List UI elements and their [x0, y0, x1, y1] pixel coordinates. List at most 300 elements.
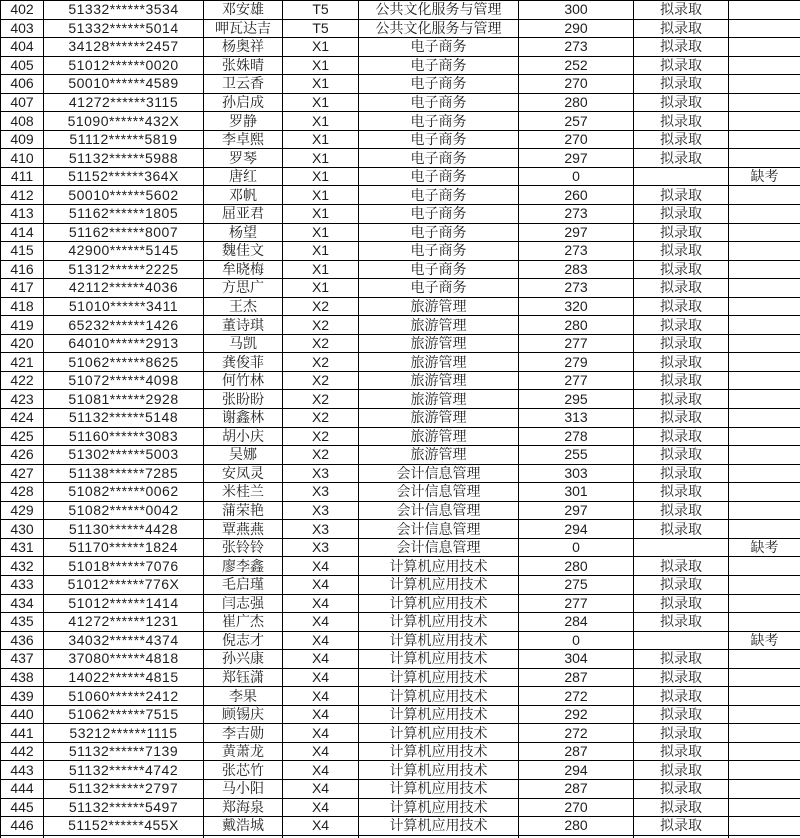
- cell-name: 邓安雄: [204, 1, 283, 20]
- cell-seq: 402: [1, 1, 44, 20]
- cell-status: [634, 538, 729, 557]
- cell-major: 计算机应用技术: [359, 668, 519, 687]
- cell-status: 拟录取: [634, 650, 729, 669]
- cell-status: 拟录取: [634, 149, 729, 168]
- cell-exam-code: T5: [283, 1, 359, 20]
- cell-seq: 446: [1, 817, 44, 836]
- cell-exam-code: X4: [283, 742, 359, 761]
- cell-name: 李卓熙: [204, 130, 283, 149]
- cell-id-number: 34032******4374: [44, 631, 204, 650]
- cell-remark: [729, 1, 800, 20]
- cell-seq: 434: [1, 594, 44, 613]
- cell-status: 拟录取: [634, 93, 729, 112]
- cell-id-number: 51062******8625: [44, 353, 204, 372]
- cell-major: 计算机应用技术: [359, 557, 519, 576]
- cell-seq: 421: [1, 353, 44, 372]
- table-row: [1, 501, 800, 520]
- cell-major: 会计信息管理: [359, 501, 519, 520]
- cell-status: 拟录取: [634, 557, 729, 576]
- cell-exam-code: X1: [283, 205, 359, 224]
- cell-score: 294: [519, 761, 634, 780]
- cell-exam-code: X2: [283, 446, 359, 465]
- cell-seq: 439: [1, 687, 44, 706]
- cell-status: 拟录取: [634, 242, 729, 261]
- cell-exam-code: X2: [283, 371, 359, 390]
- cell-name: 卫云香: [204, 75, 283, 94]
- cell-seq: 425: [1, 427, 44, 446]
- cell-name: 覃燕燕: [204, 520, 283, 539]
- table-row: [1, 167, 800, 186]
- cell-remark: [729, 724, 800, 743]
- cell-score: 320: [519, 297, 634, 316]
- table-row: [1, 779, 800, 798]
- cell-status: 拟录取: [634, 297, 729, 316]
- cell-score: 275: [519, 575, 634, 594]
- cell-status: 拟录取: [634, 334, 729, 353]
- cell-name: 黄萧龙: [204, 742, 283, 761]
- cell-id-number: 50010******4589: [44, 75, 204, 94]
- cell-major: 计算机应用技术: [359, 798, 519, 817]
- cell-seq: 415: [1, 242, 44, 261]
- cell-score: 279: [519, 353, 634, 372]
- table-row: [1, 742, 800, 761]
- cell-major: 电子商务: [359, 167, 519, 186]
- cell-id-number: 51160******3083: [44, 427, 204, 446]
- cell-score: 284: [519, 613, 634, 632]
- cell-status: 拟录取: [634, 501, 729, 520]
- cell-status: 拟录取: [634, 56, 729, 75]
- cell-major: 旅游管理: [359, 390, 519, 409]
- cell-seq: 420: [1, 334, 44, 353]
- cell-status: 拟录取: [634, 446, 729, 465]
- cell-name: 龚俊菲: [204, 353, 283, 372]
- cell-seq: 418: [1, 297, 44, 316]
- cell-name: 张盼盼: [204, 390, 283, 409]
- cell-exam-code: X1: [283, 279, 359, 298]
- cell-status: 拟录取: [634, 130, 729, 149]
- cell-name: 杨奥祥: [204, 38, 283, 57]
- cell-name: 戴浩城: [204, 817, 283, 836]
- cell-remark: [729, 613, 800, 632]
- cell-remark: [729, 56, 800, 75]
- cell-status: 拟录取: [634, 427, 729, 446]
- cell-score: 297: [519, 149, 634, 168]
- cell-seq: 441: [1, 724, 44, 743]
- cell-score: 257: [519, 112, 634, 131]
- cell-status: 拟录取: [634, 186, 729, 205]
- cell-status: 拟录取: [634, 705, 729, 724]
- cell-score: 295: [519, 390, 634, 409]
- cell-id-number: 51062******7515: [44, 705, 204, 724]
- table-row: [1, 334, 800, 353]
- cell-major: 旅游管理: [359, 353, 519, 372]
- cell-exam-code: X4: [283, 705, 359, 724]
- table-row: [1, 371, 800, 390]
- cell-exam-code: X1: [283, 56, 359, 75]
- cell-exam-code: X2: [283, 427, 359, 446]
- cell-exam-code: X1: [283, 167, 359, 186]
- cell-name: 孙兴康: [204, 650, 283, 669]
- table-row: [1, 279, 800, 298]
- cell-name: 董诗琪: [204, 316, 283, 335]
- table-row: [1, 297, 800, 316]
- cell-exam-code: X2: [283, 353, 359, 372]
- cell-seq: 406: [1, 75, 44, 94]
- cell-seq: 428: [1, 483, 44, 502]
- cell-exam-code: X3: [283, 520, 359, 539]
- cell-id-number: 51081******2928: [44, 390, 204, 409]
- cell-name: 杨望: [204, 223, 283, 242]
- cell-seq: 423: [1, 390, 44, 409]
- table-row: [1, 557, 800, 576]
- table-row: [1, 817, 800, 836]
- table-row: [1, 390, 800, 409]
- cell-exam-code: X2: [283, 409, 359, 428]
- cell-seq: 424: [1, 409, 44, 428]
- cell-id-number: 51162******8007: [44, 223, 204, 242]
- cell-seq: 429: [1, 501, 44, 520]
- table-row: [1, 650, 800, 669]
- cell-name: 米桂兰: [204, 483, 283, 502]
- cell-exam-code: X3: [283, 483, 359, 502]
- cell-status: 拟录取: [634, 409, 729, 428]
- cell-score: 278: [519, 427, 634, 446]
- cell-seq: 430: [1, 520, 44, 539]
- cell-seq: 412: [1, 186, 44, 205]
- cell-exam-code: X4: [283, 817, 359, 836]
- cell-id-number: 14022******4815: [44, 668, 204, 687]
- cell-status: 拟录取: [634, 19, 729, 38]
- table-row: [1, 613, 800, 632]
- table-row: [1, 705, 800, 724]
- cell-id-number: 51010******3411: [44, 297, 204, 316]
- cell-major: 旅游管理: [359, 409, 519, 428]
- cell-name: 呷瓦达吉: [204, 19, 283, 38]
- cell-id-number: 50010******5602: [44, 186, 204, 205]
- cell-seq: 432: [1, 557, 44, 576]
- cell-id-number: 51132******7139: [44, 742, 204, 761]
- cell-remark: [729, 779, 800, 798]
- cell-id-number: 51132******5148: [44, 409, 204, 428]
- cell-name: 屈亚君: [204, 205, 283, 224]
- table-row: [1, 56, 800, 75]
- table-row: [1, 38, 800, 57]
- cell-major: 电子商务: [359, 149, 519, 168]
- cell-score: 280: [519, 817, 634, 836]
- cell-score: 277: [519, 594, 634, 613]
- cell-id-number: 37080******4818: [44, 650, 204, 669]
- cell-major: 旅游管理: [359, 427, 519, 446]
- cell-remark: [729, 650, 800, 669]
- cell-score: 301: [519, 483, 634, 502]
- cell-status: 拟录取: [634, 38, 729, 57]
- cell-status: 拟录取: [634, 205, 729, 224]
- cell-status: 拟录取: [634, 353, 729, 372]
- cell-remark: [729, 427, 800, 446]
- cell-major: 电子商务: [359, 38, 519, 57]
- cell-major: 会计信息管理: [359, 538, 519, 557]
- table-row: [1, 260, 800, 279]
- cell-score: 0: [519, 167, 634, 186]
- cell-name: 罗静: [204, 112, 283, 131]
- cell-remark: [729, 75, 800, 94]
- cell-exam-code: T5: [283, 19, 359, 38]
- cell-major: 计算机应用技术: [359, 650, 519, 669]
- results-table-body: [1, 1, 800, 838]
- cell-major: 电子商务: [359, 186, 519, 205]
- table-row: [1, 130, 800, 149]
- table-row: [1, 186, 800, 205]
- cell-status: 拟录取: [634, 520, 729, 539]
- cell-seq: 411: [1, 167, 44, 186]
- cell-score: 252: [519, 56, 634, 75]
- cell-seq: 427: [1, 464, 44, 483]
- cell-exam-code: X4: [283, 761, 359, 780]
- cell-exam-code: X4: [283, 724, 359, 743]
- cell-score: 273: [519, 38, 634, 57]
- cell-id-number: 51152******364X: [44, 167, 204, 186]
- cell-seq: 413: [1, 205, 44, 224]
- cell-exam-code: X4: [283, 594, 359, 613]
- table-row: [1, 724, 800, 743]
- table-row: [1, 594, 800, 613]
- cell-exam-code: X4: [283, 798, 359, 817]
- cell-major: 电子商务: [359, 112, 519, 131]
- cell-major: 电子商务: [359, 242, 519, 261]
- cell-id-number: 51302******5003: [44, 446, 204, 465]
- cell-score: 255: [519, 446, 634, 465]
- cell-id-number: 51132******5988: [44, 149, 204, 168]
- cell-exam-code: X4: [283, 631, 359, 650]
- cell-score: 0: [519, 631, 634, 650]
- cell-exam-code: X2: [283, 316, 359, 335]
- cell-remark: [729, 130, 800, 149]
- cell-status: [634, 167, 729, 186]
- cell-seq: 444: [1, 779, 44, 798]
- cell-remark: [729, 464, 800, 483]
- cell-name: 王杰: [204, 297, 283, 316]
- cell-name: 邓帆: [204, 186, 283, 205]
- cell-id-number: 34128******2457: [44, 38, 204, 57]
- cell-major: 电子商务: [359, 93, 519, 112]
- cell-seq: 422: [1, 371, 44, 390]
- cell-seq: 433: [1, 575, 44, 594]
- cell-status: 拟录取: [634, 464, 729, 483]
- cell-seq: 407: [1, 93, 44, 112]
- cell-seq: 419: [1, 316, 44, 335]
- cell-remark: [729, 798, 800, 817]
- cell-exam-code: X1: [283, 130, 359, 149]
- cell-score: 273: [519, 205, 634, 224]
- cell-remark: [729, 242, 800, 261]
- cell-id-number: 51162******1805: [44, 205, 204, 224]
- cell-status: 拟录取: [634, 316, 729, 335]
- cell-remark: [729, 112, 800, 131]
- cell-score: 313: [519, 409, 634, 428]
- cell-score: 270: [519, 75, 634, 94]
- cell-seq: 417: [1, 279, 44, 298]
- cell-status: 拟录取: [634, 798, 729, 817]
- cell-score: 277: [519, 371, 634, 390]
- cell-id-number: 51332******3534: [44, 1, 204, 20]
- cell-score: 304: [519, 650, 634, 669]
- cell-major: 电子商务: [359, 205, 519, 224]
- cell-major: 计算机应用技术: [359, 779, 519, 798]
- cell-name: 顾锡庆: [204, 705, 283, 724]
- cell-remark: [729, 223, 800, 242]
- cell-score: 260: [519, 186, 634, 205]
- cell-major: 计算机应用技术: [359, 761, 519, 780]
- table-row: [1, 427, 800, 446]
- cell-score: 270: [519, 130, 634, 149]
- table-row: [1, 631, 800, 650]
- table-row: [1, 93, 800, 112]
- cell-status: 拟录取: [634, 223, 729, 242]
- cell-id-number: 53212******1115: [44, 724, 204, 743]
- cell-id-number: 51132******2797: [44, 779, 204, 798]
- cell-id-number: 51170******1824: [44, 538, 204, 557]
- table-row: [1, 409, 800, 428]
- cell-remark: [729, 742, 800, 761]
- cell-score: 277: [519, 334, 634, 353]
- cell-major: 电子商务: [359, 279, 519, 298]
- cell-remark: [729, 297, 800, 316]
- cell-status: 拟录取: [634, 390, 729, 409]
- cell-id-number: 65232******1426: [44, 316, 204, 335]
- cell-exam-code: X1: [283, 93, 359, 112]
- cell-major: 公共文化服务与管理: [359, 19, 519, 38]
- table-row: [1, 575, 800, 594]
- table-row: [1, 520, 800, 539]
- cell-status: 拟录取: [634, 761, 729, 780]
- cell-remark: 缺考: [729, 631, 800, 650]
- cell-status: 拟录取: [634, 371, 729, 390]
- cell-name: 谢鑫林: [204, 409, 283, 428]
- cell-major: 旅游管理: [359, 334, 519, 353]
- cell-status: 拟录取: [634, 75, 729, 94]
- cell-major: 会计信息管理: [359, 483, 519, 502]
- cell-status: 拟录取: [634, 594, 729, 613]
- cell-name: 倪志才: [204, 631, 283, 650]
- cell-remark: [729, 446, 800, 465]
- cell-name: 魏佳文: [204, 242, 283, 261]
- cell-name: 胡小庆: [204, 427, 283, 446]
- cell-remark: 缺考: [729, 167, 800, 186]
- cell-name: 闫志强: [204, 594, 283, 613]
- cell-status: 拟录取: [634, 687, 729, 706]
- cell-score: 290: [519, 19, 634, 38]
- cell-remark: [729, 334, 800, 353]
- cell-exam-code: X4: [283, 668, 359, 687]
- cell-id-number: 51130******4428: [44, 520, 204, 539]
- cell-exam-code: X1: [283, 223, 359, 242]
- cell-major: 电子商务: [359, 130, 519, 149]
- cell-remark: [729, 353, 800, 372]
- cell-name: 张姝晴: [204, 56, 283, 75]
- cell-name: 吴娜: [204, 446, 283, 465]
- table-row: [1, 483, 800, 502]
- cell-exam-code: X3: [283, 464, 359, 483]
- cell-major: 旅游管理: [359, 446, 519, 465]
- cell-major: 计算机应用技术: [359, 631, 519, 650]
- cell-score: 273: [519, 279, 634, 298]
- cell-major: 公共文化服务与管理: [359, 1, 519, 20]
- cell-id-number: 51082******0042: [44, 501, 204, 520]
- cell-major: 旅游管理: [359, 371, 519, 390]
- cell-id-number: 51012******1414: [44, 594, 204, 613]
- cell-exam-code: X4: [283, 557, 359, 576]
- cell-score: 283: [519, 260, 634, 279]
- cell-remark: [729, 483, 800, 502]
- cell-score: 287: [519, 742, 634, 761]
- cell-name: 孙启成: [204, 93, 283, 112]
- cell-score: 294: [519, 520, 634, 539]
- cell-id-number: 42900******5145: [44, 242, 204, 261]
- table-row: [1, 223, 800, 242]
- cell-seq: 403: [1, 19, 44, 38]
- cell-score: 273: [519, 242, 634, 261]
- cell-name: 崔广杰: [204, 613, 283, 632]
- cell-exam-code: X2: [283, 334, 359, 353]
- cell-exam-code: X1: [283, 112, 359, 131]
- cell-name: 张铃铃: [204, 538, 283, 557]
- cell-exam-code: X1: [283, 75, 359, 94]
- cell-exam-code: X1: [283, 38, 359, 57]
- cell-status: 拟录取: [634, 742, 729, 761]
- cell-name: 郑海泉: [204, 798, 283, 817]
- cell-seq: 442: [1, 742, 44, 761]
- cell-remark: [729, 390, 800, 409]
- cell-remark: [729, 687, 800, 706]
- cell-status: 拟录取: [634, 260, 729, 279]
- cell-id-number: 51090******432X: [44, 112, 204, 131]
- cell-status: 拟录取: [634, 724, 729, 743]
- cell-remark: [729, 409, 800, 428]
- cell-name: 张芯竹: [204, 761, 283, 780]
- cell-major: 会计信息管理: [359, 464, 519, 483]
- cell-seq: 431: [1, 538, 44, 557]
- cell-major: 计算机应用技术: [359, 594, 519, 613]
- cell-id-number: 51138******7285: [44, 464, 204, 483]
- cell-id-number: 51112******5819: [44, 130, 204, 149]
- cell-id-number: 51332******5014: [44, 19, 204, 38]
- cell-status: 拟录取: [634, 575, 729, 594]
- cell-exam-code: X4: [283, 613, 359, 632]
- cell-id-number: 51060******2412: [44, 687, 204, 706]
- cell-id-number: 51072******4098: [44, 371, 204, 390]
- table-row: [1, 446, 800, 465]
- cell-name: 罗琴: [204, 149, 283, 168]
- cell-score: 300: [519, 1, 634, 20]
- cell-status: 拟录取: [634, 112, 729, 131]
- cell-major: 旅游管理: [359, 297, 519, 316]
- cell-score: 272: [519, 687, 634, 706]
- cell-remark: [729, 19, 800, 38]
- cell-seq: 440: [1, 705, 44, 724]
- cell-exam-code: X2: [283, 297, 359, 316]
- cell-name: 何竹林: [204, 371, 283, 390]
- table-row: [1, 242, 800, 261]
- cell-name: 李果: [204, 687, 283, 706]
- cell-seq: 436: [1, 631, 44, 650]
- cell-status: 拟录取: [634, 668, 729, 687]
- cell-id-number: 64010******2913: [44, 334, 204, 353]
- cell-score: 303: [519, 464, 634, 483]
- table-row: [1, 687, 800, 706]
- cell-status: 拟录取: [634, 779, 729, 798]
- cell-id-number: 51012******776X: [44, 575, 204, 594]
- cell-remark: [729, 501, 800, 520]
